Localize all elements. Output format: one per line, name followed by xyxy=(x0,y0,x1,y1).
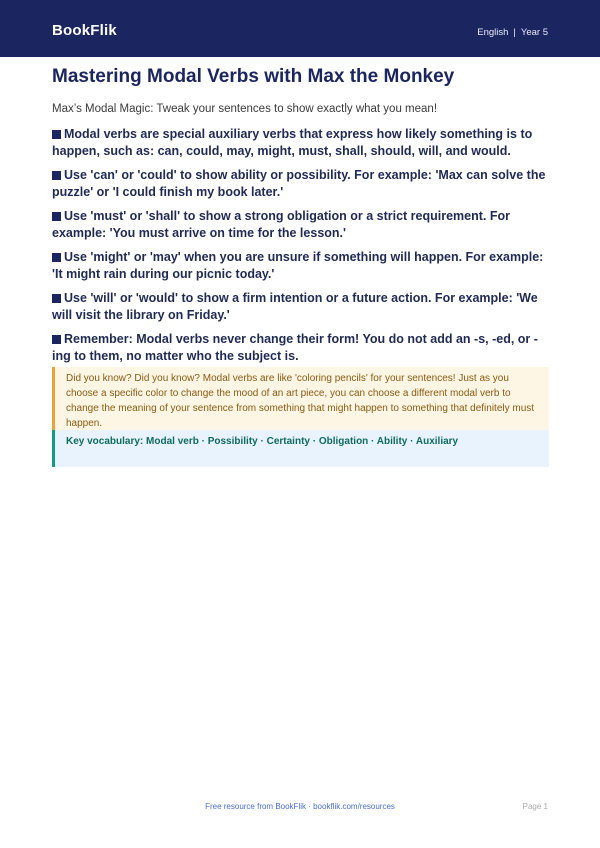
footer-resource-link[interactable]: Free resource from BookFlik · bookflik.com/resources xyxy=(205,802,395,811)
meta-separator: | xyxy=(513,27,516,38)
key-point-text: Use 'must' or 'shall' to show a strong obligation or a strict requirement. For example: 'You must arrive on time for the lesson.' xyxy=(52,209,510,240)
key-point-text: Remember: Modal verbs never change their form! You do not add an -s, -ed, or -ing to them, no matter who the subject is. xyxy=(52,332,538,363)
key-point-item xyxy=(52,331,549,365)
year-label: Year 5 xyxy=(520,27,548,38)
square-bullet-icon xyxy=(52,294,61,303)
key-point-item xyxy=(52,167,549,201)
brand-logo[interactable]: BookFlik xyxy=(52,22,117,39)
key-point-text: Use 'can' or 'could' to show ability or possibility. For example: 'Max can solve the puzzle' or 'I could finish my book later.' xyxy=(52,168,546,199)
key-points-list xyxy=(52,126,549,365)
subject-meta xyxy=(477,27,548,38)
subject-label: English xyxy=(477,27,509,38)
square-bullet-icon xyxy=(52,171,61,180)
key-point-text: Use 'will' or 'would' to show a firm intention or a future action. For example: 'We will visit the library on Friday.' xyxy=(52,291,538,322)
key-point-item xyxy=(52,290,549,324)
key-point-item xyxy=(52,249,549,283)
square-bullet-icon xyxy=(52,253,61,262)
key-point-text: Use 'might' or 'may' when you are unsure if something will happen. For example: 'It might rain during our picnic today.' xyxy=(52,250,544,281)
page-subtitle: Max’s Modal Magic: Tweak your sentences to show exactly what you mean! xyxy=(52,103,438,115)
key-vocabulary-text: Key vocabulary: Modal verb · Possibility · Certainty · Obligation · Ability · Auxiliary xyxy=(66,436,459,447)
main-content xyxy=(52,65,549,372)
key-point-text: Modal verbs are special auxiliary verbs that express how likely something is to happen, such as: can, could, may, might, must, shall, should, will, and would. xyxy=(52,127,533,158)
key-point-item xyxy=(52,208,549,242)
page-title: Mastering Modal Verbs with Max the Monkey xyxy=(52,66,455,87)
square-bullet-icon xyxy=(52,212,61,221)
square-bullet-icon xyxy=(52,335,61,344)
key-vocabulary-box xyxy=(52,430,549,467)
page-number: Page 1 xyxy=(522,802,548,811)
did-you-know-callout xyxy=(52,367,549,430)
key-point-item xyxy=(52,126,549,160)
callout-text: Did you know? Did you know? Modal verbs are like 'coloring pencils' for your sentences! Just as you choose a specific color to change the mood of an art piece, you can choose a different modal verb to change the meaning of your sentence from something that might happen to something that definitely must happen. xyxy=(66,373,535,429)
top-header-bar xyxy=(0,0,600,57)
square-bullet-icon xyxy=(52,130,61,139)
